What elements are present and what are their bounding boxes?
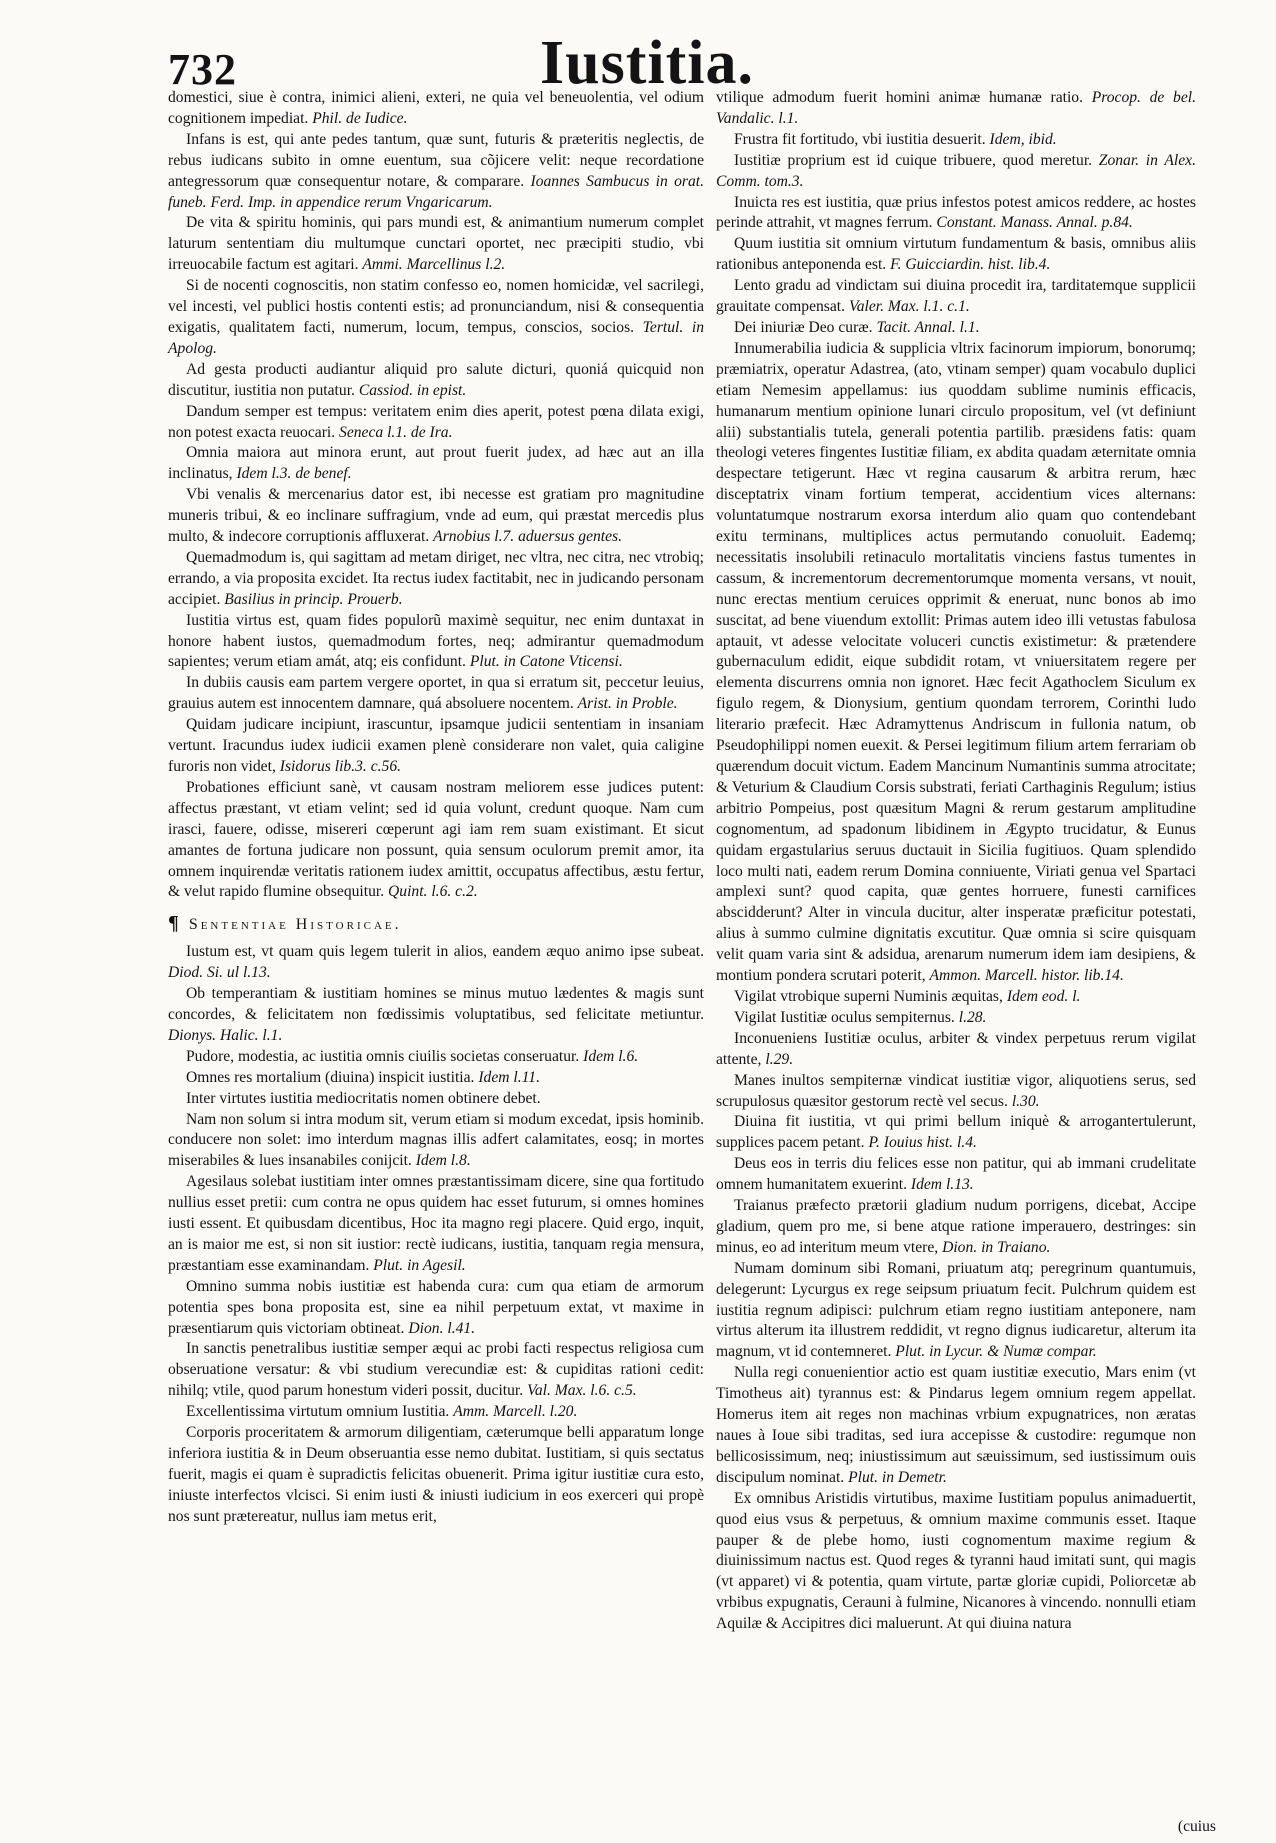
- quotation-entry: [716, 1259, 1196, 1364]
- quotation-text: Numam dominum sibi Romani, priuatum atq; peregrinum quantumuis, delegerunt: Lycurgus ex rege seipsum priuatum fecit. Pulchrum quidem est iustitia regnum adipisci: pulchrum etiam regno iustitiam anteponere, nam virtus alterum ita illustrem reddidit, vt regno dignus iudicaretur, alterum ita magnum, vt id contemneret.: [716, 1259, 1196, 1361]
- quotation-text: Vigilat vtrobique superni Numinis æquitas,: [734, 987, 1003, 1005]
- quotation-entry: [168, 1277, 704, 1340]
- page-number: 732: [168, 45, 237, 94]
- quotation-text: Innumerabilia iudicia & supplicia vltrix facinorum impiorum, bonorumq; præmiatrix, operatur Adastrea, (ato, vtinam semper) quam vocabulo duplici etiam Nemesim appellamus: ius quoddam sublime numinis efficacis, humanarum mentium opinione lunari circulo propositum, vel (vt definiunt alii) substantialis tutela, generali potentia partilib. præsidens fatis: quam theologi veteres fingentes Iustitiæ filiam, ex abdita quadam æternitate omnia despectare tetigerunt. Hæc vt regina causarum & arbitra rerum, hæc disceptatrix vinam fortium temperat, accidentium vices alternans: voluntatumque nostrarum exorsa interdum alio quam quo contendebant exitu terminans, multiplices actus permutando conuoluit. Eademq; necessitatis insolubili retinaculo mortalitatis vinciens fastus tumentes in cassum, & incrementorum decrementorumque momenta versans, vt nouit, nunc erectas mentium ceruices opprimit & eneruat, nunc bonos ab imo suscitat, ad bene viuendum extollit: Primas autem ideo illi vetustas fabulosa aptauit, vt adesse velocitate voluceri cunctis existimetur: & prætendere gubernaculum edidit, eique subdidit rotam, vt vniuersitatem regere per elementa discurrens omnia non ignoret. Hæc fecit Agathoclem Siculum ex figulo regem, & Dionysium, gentium quondam terrorem, Corinthi ludo literario præfecit. Hæc Adramyttenus Andriscum in fullonia natum, ob Pseudophilippi nomen euexit. & Persei legitimum filium artem ferrariam ob quærendum docuit victum. Eadem Mancinum Numantinis summa atrocitate; & Veturium & Claudium Corsis substrati, feriati Carthaginis Regulum; istius arbitrio Pompeius, post quæsitum Magni & rerum gestarum amplitudine cognomentum, ad spadonum libidinem in Ægypto trucidatur, & Eunus quidam ergastularius seruus ductauit in Sicilia fugitiuos. Quam splendido loco multi nati, eadem rerum Domina conniuente, Viriati genua vel Spartaci amplexi sunt? quod capita, quæ gentes horruere, funesti carnifices abscidderunt? Alter in vincula ducitur, alter insperatæ præficitur potestati, alius à summo culmine dignitatis excutitur. Quæ omnia si scire quisquam velit quam varia sint & adsidua, arenarum numerum idem iam desipiens, & montium pondera scrutari poterit,: [716, 339, 1196, 985]
- quotation-text: Ex omnibus Aristidis virtutibus, maxime Iustitiam populus animaduertit, quod eius vsus & perpetuus, & omnium maxime communis esset. Itaque pauper & de plebe homo, iusti cognomentum maxime regium & diuinissimum nactus est. Quod reges & tyranni haud imitati sunt, qui magis (vt apparet) vi & potentia, quam virtute, partæ gloriæ cupidi, Poliorcetæ ab vrbibus expugnatis, Cerauni à fulmine, Nicanores à vincendo. nonnulli etiam Aquilæ & Accipitres dici maluerunt. At qui diuina natura: [716, 1489, 1196, 1633]
- quotation-entry: [168, 276, 704, 360]
- quotation-entry: [716, 987, 1196, 1008]
- quotation-entry: [716, 1196, 1196, 1259]
- quotation-entry: [716, 1008, 1196, 1029]
- quotation-text: Probationes efficiunt sanè, vt causam nostram meliorem esse judices putent: affectus præstant, vt etiam velint; sed id quia volunt, credunt quoque. Nam cum irasci, fauere, odisse, misereri cœperunt agi iam rem suam existimant. Et sicut amantes de fortuna judicare non possunt, quia sensum oculorum premit amor, ita omnem inquirendæ veritatis rationem iudex amittit, occupatus affectibus, æstu fertur, & velut rapido flumine obsequitur.: [168, 778, 704, 901]
- quotation-entry: [716, 151, 1196, 193]
- quotation-text: Omnia maiora aut minora erunt, aut prout fuerit judex, ad hæc aut an illa inclinatus,: [168, 444, 704, 483]
- section-mark: ¶: [168, 912, 179, 935]
- quotation-text: Inuicta res est iustitia, quæ prius infestos potest amicos reddere, ac hostes perinde attrahit, vt magnes ferrum.: [716, 193, 1196, 232]
- quotation-entry: [716, 276, 1196, 318]
- source-citation: Ioannes Sambucus in orat. funeb. Ferd. Imp. in appendice rerum Vngaricarum.: [168, 172, 704, 211]
- quotation-text: De vita & spiritu hominis, qui pars mundi est, & animantium numerum complet laturum sententiam diu multumque cunctari oportet, nec præcipiti studio, vbi irreuocabile factum est agitari.: [168, 214, 704, 274]
- quotation-text: Omnino summa nobis iustitiæ est habenda cura: cum qua etiam de armorum potentia spes bona proposita est, sine ea nihil perpetuum extat, vt maxime in præsentiarum quis victoriam obtineat.: [168, 1277, 704, 1337]
- quotation-text: Iustum est, vt quam quis legem tulerit in alios, eandem æquo animo ipse subeat.: [186, 943, 704, 961]
- quotation-entry: [716, 1154, 1196, 1196]
- source-citation: Idem l.8.: [415, 1152, 471, 1170]
- quotation-text: Ad gesta producti audiantur aliquid pro salute dicturi, quoniá quicquid non discutitur, iustitia non putatur.: [168, 360, 704, 399]
- source-citation: Phil. de Iudice.: [312, 109, 408, 127]
- source-citation: Idem l.13.: [910, 1176, 974, 1194]
- quotation-text: Deus eos in terris diu felices esse non patitur, qui ab immani crudelitate omnem humanitatem exuerint.: [716, 1155, 1196, 1194]
- source-citation: Dionys. Halic. l.1.: [168, 1026, 283, 1044]
- quotation-text: Dei iniuriæ Deo curæ.: [734, 318, 873, 336]
- quotation-entry: [168, 1423, 704, 1528]
- right-entries: [716, 88, 1196, 1635]
- left-entries-after: [168, 942, 704, 1527]
- source-citation: Cassiod. in epist.: [358, 381, 467, 399]
- quotation-entry: [716, 339, 1196, 987]
- quotation-text: Nam non solum si intra modum sit, verum etiam si modum excedat, ipsis hominib. conducere non solet: imo interdum magnas illis adfert calamitates, eosq; in mortes miserabiles & lues insanabiles conijcit.: [168, 1110, 704, 1170]
- quotation-entry: [168, 1110, 704, 1173]
- quotation-entry: [168, 360, 704, 402]
- quotation-entry: [716, 318, 1196, 339]
- section-heading-text: Sententiae Historicae.: [188, 916, 402, 934]
- quotation-text: Vigilat Iustitiæ oculus sempiternus.: [734, 1008, 955, 1026]
- quotation-text: Frustra fit fortitudo, vbi iustitia desuerit.: [734, 130, 986, 148]
- source-citation: Quint. l.6. c.2.: [388, 883, 478, 901]
- quotation-text: Quemadmodum is, qui sagittam ad metam diriget, nec vltra, nec citra, nec vtrobiq; errando, a via proposita excidet. Ita rectus iudex factitabit, nec in judicando personam accipiet.: [168, 548, 704, 608]
- source-citation: Amm. Marcell. l.20.: [453, 1403, 578, 1421]
- quotation-text: Omnes res mortalium (diuina) inspicit iustitia.: [186, 1068, 475, 1086]
- quotation-entry: [168, 402, 704, 444]
- source-citation: Plut. in Agesil.: [373, 1256, 466, 1274]
- quotation-entry: [168, 942, 704, 984]
- quotation-entry: [168, 1172, 704, 1277]
- source-citation: Plut. in Catone Vticensi.: [469, 653, 623, 671]
- quotation-entry: [168, 88, 704, 130]
- quotation-text: Dandum semper est tempus: veritatem enim dies aperit, potest pœna dilata exigi, non potest exacta reuocari.: [168, 402, 704, 441]
- quotation-text: In dubiis causis eam partem vergere oportet, in qua si erratum sit, peccetur leuius, grauius autem est innocentem damnare, quá absoluere nocentem.: [168, 674, 704, 713]
- quotation-text: Inter virtutes iustitia mediocritatis nomen obtinere debet.: [186, 1089, 541, 1107]
- quotation-text: Diuina fit iustitia, vt qui primi bellum iniquè & arrogantertulerunt, supplices pacem petant.: [716, 1113, 1196, 1152]
- source-citation: Idem eod. l.: [1006, 987, 1081, 1005]
- quotation-text: Ob temperantiam & iustitiam homines se minus mutuo lædentes & magis sunt concordes, & felicitatem non fœdissimis voluptatibus, sed felicitate metiuntur.: [168, 985, 704, 1023]
- source-citation: l.29.: [765, 1050, 794, 1068]
- source-citation: Arnobius l.7. aduersus gentes.: [433, 528, 623, 546]
- quotation-text: Inconueniens Iustitiæ oculus, arbiter & vindex perpetuus rerum vigilat attente,: [716, 1029, 1196, 1068]
- source-citation: Plut. in Demetr.: [848, 1468, 947, 1486]
- source-citation: Idem, ibid.: [989, 130, 1057, 148]
- source-citation: Zonar. in Alex. Comm. tom.3.: [716, 151, 1196, 190]
- source-citation: Tertul. in Apolog.: [168, 318, 704, 357]
- quotation-text: Corporis proceritatem & armorum diligentiam, cæterumque belli apparatum longe inferiora iustitia & in Deum obseruantia esse nemo dubitat. Iustitiam, si quis sectatus fuerit, magis ei quam è supradictis felicitas obuenerit. Prima igitur iustitiæ cura esto, iniuste interfectos vlcisci. Si enim iusti & iniusti iudicium in eos exerceri qui propè nos sunt prætereatur, nullus iam metus erit,: [168, 1424, 704, 1525]
- quotation-entry: [716, 1363, 1196, 1488]
- quotation-entry: [168, 778, 704, 903]
- quotation-text: Nulla regi conuenientior actio est quam iustitiæ executio, Mars enim (vt Timotheus ait) tyrannus est: & Pindarus legem omnium regem appellat. Homerus item ait reges non machinas vrbium expugnatrices, non æratas naues à Ioue sibi traditas, sed iura accepisse & custodire: regumque non bellicosissimum, neq; iniustissimum aut sæuissimum, sed iustissimum ouis discipulum nominat.: [716, 1364, 1196, 1486]
- source-citation: P. Iouius hist. l.4.: [868, 1134, 977, 1152]
- running-title: Iustitia.: [540, 29, 754, 97]
- source-citation: Plut. in Lycur. & Numæ compar.: [895, 1343, 1097, 1361]
- source-citation: Basilius in princip. Prouerb.: [224, 590, 403, 608]
- source-citation: Dion. l.41.: [408, 1319, 476, 1337]
- source-citation: Idem l.11.: [478, 1068, 540, 1086]
- quotation-text: Excellentissima virtutum omnium Iustitia.: [186, 1403, 450, 1421]
- quotation-entry: [716, 1071, 1196, 1113]
- quotation-text: Iustitiæ proprium est id cuique tribuere, quod meretur.: [734, 151, 1093, 169]
- quotation-entry: [168, 485, 704, 548]
- source-citation: Ammon. Marcell. histor. lib.14.: [929, 967, 1124, 985]
- quotation-entry: [168, 984, 704, 1047]
- quotation-text: In sanctis penetralibus iustitiæ semper æqui ac probi facti respectus religiosa cum obseruatione versatur: & vbi studium verecundiæ est: & cupiditas rationi cedit: nihilq; vtile, quod parum honestum videri possit, ducitur.: [168, 1340, 704, 1400]
- quotation-entry: [716, 234, 1196, 276]
- quotation-text: Vbi venalis & mercenarius dator est, ibi necesse est gratiam pro magnitudine muneris tribui, & eo inclinare suffragium, vnde ad eum, qui præstat mercedis plus multo, & indecore corruptionis affluxerat.: [168, 486, 704, 546]
- quotation-text: vtilique admodum fuerit homini animæ humanæ ratio.: [716, 89, 1084, 106]
- source-citation: Diod. Si. ul l.13.: [168, 964, 271, 982]
- quotation-text: Agesilaus solebat iustitiam inter omnes præstantissimam dicere, sine qua fortitudo nullius esset pretii: cum contra ne opus quidem hac esset futurum, si omnes homines iusti essent. Et quibusdam dicentibus, Hoc ita magno regi placere. Quid ergo, inquit, an is maior me est, si non sit iustior: rectè iudicans, iustitia, tanquam regia mensura, præstantiam esse examinandam.: [168, 1173, 704, 1274]
- catchword: (cuius: [1177, 1818, 1216, 1835]
- quotation-entry: [168, 1089, 704, 1110]
- left-column: [168, 88, 704, 1528]
- quotation-entry: [716, 193, 1196, 235]
- quotation-text: Infans is est, qui ante pedes tantum, quæ sunt, futuris & præteritis neglectis, de rebus iudicans subito in omne euentum, sua cõjicere velit: neque recordatione antegressorum quæ consequentur notare, & comparare.: [168, 130, 704, 190]
- source-citation: Tacit. Annal. l.1.: [876, 318, 980, 336]
- quotation-entry: [168, 1402, 704, 1423]
- quotation-entry: [168, 443, 704, 485]
- quotation-entry: [168, 1339, 704, 1402]
- quotation-entry: [716, 130, 1196, 151]
- quotation-entry: [168, 130, 704, 214]
- quotation-entry: [716, 1029, 1196, 1071]
- quotation-entry: [168, 611, 704, 674]
- source-citation: Seneca l.1. de Ira.: [339, 423, 453, 441]
- source-citation: Val. Max. l.6. c.5.: [527, 1382, 637, 1400]
- quotation-text: Manes inultos sempiternæ vindicat iustitiæ vigor, aliquotiens serus, sed scrupulosus quæsitor gestorum rectè vel secus.: [716, 1071, 1196, 1110]
- left-entries-before: [168, 88, 704, 903]
- source-citation: F. Guicciardin. hist. lib.4.: [890, 256, 1051, 274]
- quotation-entry: [716, 88, 1196, 130]
- source-citation: Idem l.6.: [583, 1047, 639, 1065]
- quotation-text: domestici, siue è contra, inimici alieni, exteri, ne quia vel beneuolentia, vel odium cognitionem impediat.: [168, 89, 704, 127]
- quotation-entry: [168, 1068, 704, 1089]
- source-citation: Ammi. Marcellinus l.2.: [362, 256, 506, 274]
- source-citation: l.28.: [958, 1008, 987, 1026]
- source-citation: Constant. Manass. Annal. p.84.: [936, 214, 1133, 232]
- section-heading: [168, 913, 704, 936]
- quotation-entry: [168, 715, 704, 778]
- quotation-entry: [168, 673, 704, 715]
- source-citation: Dion. in Traiano.: [942, 1238, 1051, 1256]
- quotation-entry: [716, 1112, 1196, 1154]
- quotation-entry: [168, 1047, 704, 1068]
- quotation-text: Quidam judicare incipiunt, irascuntur, ipsamque judicii sententiam in insaniam vertunt. Iracundus iudex iudicii examen plenè considerare non valet, quia caligine furoris non videt,: [168, 716, 704, 775]
- right-column: [716, 88, 1196, 1635]
- source-citation: l.30.: [1011, 1092, 1040, 1110]
- source-citation: Isidorus lib.3. c.56.: [279, 758, 402, 775]
- source-citation: Procop. de bel. Vandalic. l.1.: [716, 89, 1196, 127]
- quotation-text: Lento gradu ad vindictam sui diuina procedit ira, tarditatemque supplicii grauitate compensat.: [716, 277, 1196, 316]
- source-citation: Valer. Max. l.1. c.1.: [848, 298, 970, 316]
- quotation-entry: [168, 213, 704, 276]
- quotation-text: Quum iustitia sit omnium virtutum fundamentum & basis, omnibus aliis rationibus anteponenda est.: [716, 235, 1196, 274]
- quotation-entry: [716, 1489, 1196, 1635]
- source-citation: Arist. in Proble.: [577, 695, 678, 713]
- quotation-text: Pudore, modestia, ac iustitia omnis ciuilis societas conseruatur.: [186, 1047, 580, 1065]
- quotation-text: Iustitia virtus est, quam fides populorũ maximè sequitur, nec enim duntaxat in honore habent iustos, quemadmodum fortes, neq; admirantur quemadmodum sapientes; verum etiam amát, atq; eis confidunt.: [168, 611, 704, 671]
- quotation-entry: [168, 548, 704, 611]
- source-citation: Idem l.3. de benef.: [236, 465, 352, 483]
- quotation-text: Si de nocenti cognoscitis, non statim confesso eo, nomen homicidæ, vel sacrilegi, vel incesti, vel publici hostis contenti estis; ad pronunciandum, nisi & consequentia exigatis, qualitatem facti, numerum, locum, tempus, conscios, socios.: [168, 277, 704, 336]
- quotation-text: Traianus præfecto prætorii gladium nudum porrigens, dicebat, Accipe gladium, quem pro me, si bene atque ratione imperauero, destringes: sin minus, eo ad interitum meum vtere,: [716, 1197, 1196, 1256]
